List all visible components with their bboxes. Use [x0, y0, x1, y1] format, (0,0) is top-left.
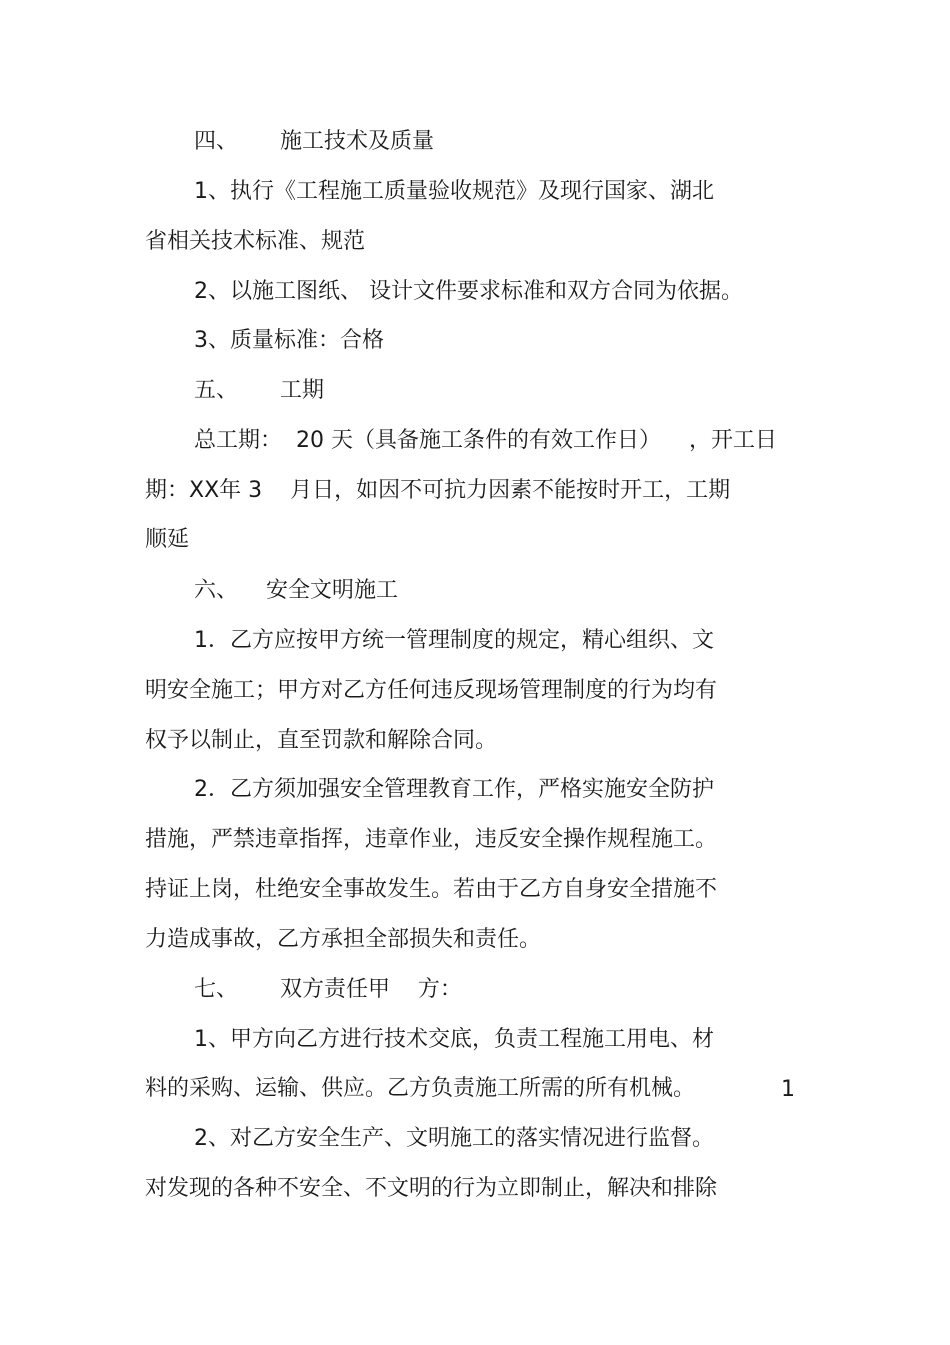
page-number: 1 — [781, 1077, 795, 1102]
paragraph-line: 力造成事故，乙方承担全部损失和责任。 — [145, 927, 542, 952]
paragraph-line: 2、以施工图纸、 设计文件要求标准和双方合同为依据。 — [194, 279, 743, 304]
paragraph-line: 明安全施工；甲方对乙方任何违反现场管理制度的行为均有 — [145, 678, 718, 703]
paragraph-line: 持证上岗，杜绝安全事故发生。若由于乙方自身安全措施不 — [145, 877, 718, 902]
paragraph-line: 1．乙方应按甲方统一管理制度的规定，精心组织、文 — [194, 628, 714, 653]
paragraph-line: 措施，严禁违章指挥，违章作业，违反安全操作规程施工。 — [145, 827, 718, 852]
paragraph-line: 顺延 — [145, 527, 190, 552]
paragraph-line: 2、对乙方安全生产、文明施工的落实情况进行监督。 — [194, 1126, 714, 1151]
section-heading-5: 五、 工期 — [194, 378, 324, 403]
paragraph-line: 1、执行《工程施工质量验收规范》及现行国家、湖北 — [194, 179, 714, 204]
paragraph-line: 总工期： 20 天（具备施工条件的有效工作日） ，开工日 — [194, 428, 777, 453]
paragraph-line: 期：XX年 3 月日，如因不可抗力因素不能按时开工，工期 — [145, 478, 731, 503]
paragraph-line: 1、甲方向乙方进行技术交底，负责工程施工用电、材 — [194, 1027, 714, 1052]
paragraph-line: 省相关技术标准、规范 — [145, 229, 366, 254]
paragraph-line: 料的采购、运输、供应。乙方负责施工所需的所有机械。 — [145, 1076, 696, 1101]
paragraph-line: 对发现的各种不安全、不文明的行为立即制止，解决和排除 — [145, 1176, 718, 1201]
paragraph-line: 权予以制止，直至罚款和解除合同。 — [145, 728, 498, 753]
paragraph-line: 2．乙方须加强安全管理教育工作，严格实施安全防护 — [194, 777, 714, 802]
section-heading-6: 六、 安全文明施工 — [194, 578, 398, 603]
paragraph-line: 3、质量标准：合格 — [194, 328, 384, 353]
section-heading-4: 四、 施工技术及质量 — [194, 129, 434, 154]
section-heading-7: 七、 双方责任甲 方： — [194, 977, 462, 1002]
